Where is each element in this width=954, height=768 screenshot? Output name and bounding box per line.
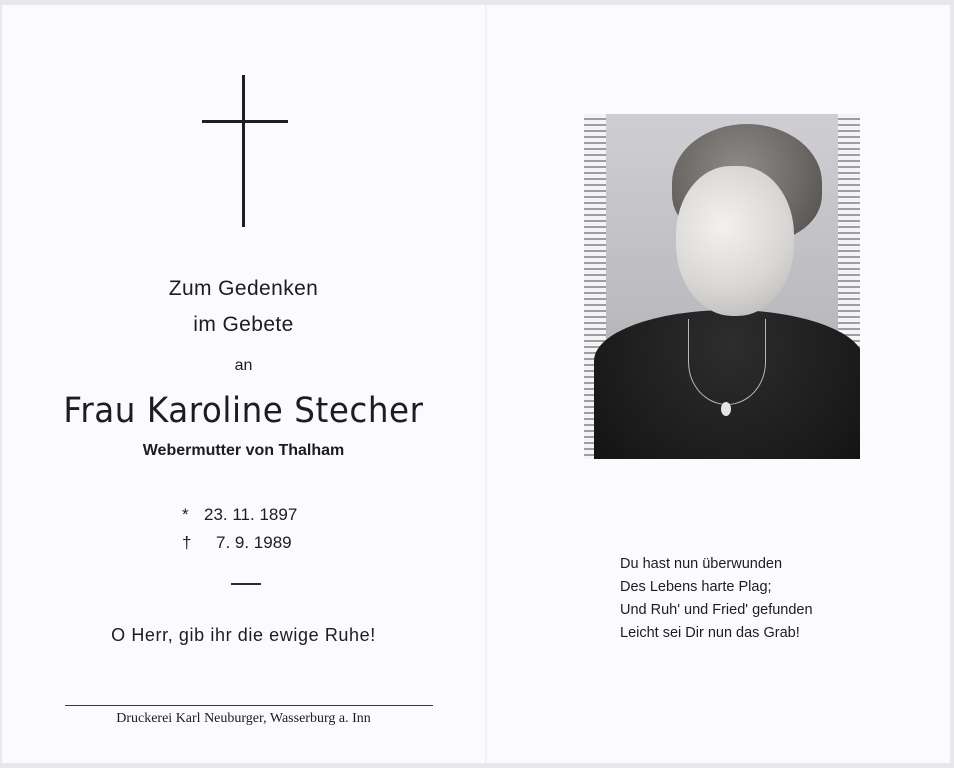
printer-rule <box>65 705 433 706</box>
prayer-text: O Herr, gib ihr die ewige Ruhe! <box>111 625 376 645</box>
intro-line-3: an <box>234 357 253 374</box>
death-row <box>182 529 297 557</box>
memorial-card <box>2 5 950 763</box>
poem <box>620 553 813 645</box>
right-panel <box>487 5 950 763</box>
death-date: 7. 9. 1989 <box>216 533 292 552</box>
poem-line: Du hast nun überwunden <box>620 556 783 572</box>
deceased-subtitle: Webermutter von Thalham <box>142 442 345 459</box>
poem-line: Und Ruh' und Fried' gefunden <box>620 602 813 618</box>
cross-icon <box>202 75 288 227</box>
poem-line: Leicht sei Dir nun das Grab! <box>620 625 800 641</box>
birth-date: 23. 11. 1897 <box>204 505 298 524</box>
death-symbol: † <box>182 533 192 552</box>
separator-dash <box>231 583 261 585</box>
printer-credit: Druckerei Karl Neuburger, Wasserburg a. Inn <box>116 711 371 726</box>
birth-symbol: * <box>182 505 189 524</box>
birth-row <box>182 501 297 529</box>
portrait-photo <box>584 114 860 459</box>
deceased-name: Frau Karoline Stecher <box>63 391 424 431</box>
intro-line-1: Zum Gedenken <box>168 277 319 300</box>
left-panel <box>2 5 485 763</box>
dates-block <box>182 501 297 557</box>
poem-line: Des Lebens harte Plag; <box>620 579 772 595</box>
intro-line-2: im Gebete <box>193 313 294 336</box>
